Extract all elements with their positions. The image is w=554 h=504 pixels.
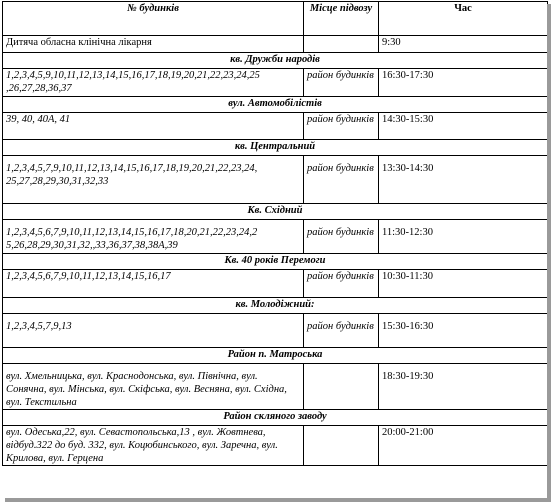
place-cell: район будинків <box>304 220 379 254</box>
place-cell <box>304 426 379 466</box>
houses-cell: 39, 40, 40А, 41 <box>3 113 304 140</box>
header-time: Час <box>379 2 548 36</box>
table-header-row <box>3 2 548 36</box>
section-title-row <box>3 348 548 364</box>
time-cell: 18:30-19:30 <box>379 364 548 410</box>
place-cell: район будинків <box>304 69 379 97</box>
place-cell <box>304 36 379 53</box>
time-cell: 11:30-12:30 <box>379 220 548 254</box>
section-title: Район п. Матроська <box>3 348 548 364</box>
time-cell: 14:30-15:30 <box>379 113 548 140</box>
section-title: кв. Центральний <box>3 140 548 156</box>
place-cell: район будинків <box>304 113 379 140</box>
table-row <box>3 156 548 204</box>
table-row <box>3 220 548 254</box>
header-houses: № будинків <box>3 2 304 36</box>
header-place: Місце підвозу <box>304 2 379 36</box>
schedule-table <box>2 1 548 466</box>
table-row <box>3 364 548 410</box>
table-row <box>3 314 548 348</box>
place-cell: район будинків <box>304 156 379 204</box>
time-cell: 15:30-16:30 <box>379 314 548 348</box>
table-row <box>3 113 548 140</box>
table-row <box>3 36 548 53</box>
place-cell: район будинків <box>304 270 379 298</box>
time-cell: 16:30-17:30 <box>379 69 548 97</box>
houses-cell: вул. Хмельницька, вул. Краснодонська, вул. Північна, вул. Сонячна, вул. Мінська, вул. Скіфська, вул. Весняна, вул. Східна, вул. Текстильна <box>3 364 304 410</box>
houses-cell: 1,2,3,4,5,9,10,11,12,13,14,15,16,17,18,19,20,21,22,23,24,25 ,26,27,28,36,37 <box>3 69 304 97</box>
time-cell: 20:00-21:00 <box>379 426 548 466</box>
page-shadow-bottom <box>5 498 551 502</box>
houses-cell: 1,2,3,4,5,7,9,10,11,12,13,14,15,16,17,18,19,20,21,22,23,24, 25,27,28,29,30,31,32,33 <box>3 156 304 204</box>
section-title-row <box>3 254 548 270</box>
section-title: Кв. Східний <box>3 204 548 220</box>
section-title-row <box>3 140 548 156</box>
houses-cell: Дитяча обласна клінічна лікарня <box>3 36 304 53</box>
time-cell: 13:30-14:30 <box>379 156 548 204</box>
table-row <box>3 69 548 97</box>
houses-cell: 1,2,3,4,5,7,9,13 <box>3 314 304 348</box>
houses-cell: 1,2,3,4,5,6,7,9,10,11,12,13,14,15,16,17,18,20,21,22,23,24,2 5,26,28,29,30,31,32,,33,36,37,38,38А,39 <box>3 220 304 254</box>
section-title: Район скляного заводу <box>3 410 548 426</box>
section-title-row <box>3 410 548 426</box>
page-shadow-right <box>547 4 551 501</box>
section-title-row <box>3 53 548 69</box>
section-title-row <box>3 97 548 113</box>
section-title: вул. Автомобілістів <box>3 97 548 113</box>
table-row <box>3 270 548 298</box>
section-title-row <box>3 204 548 220</box>
section-title-row <box>3 298 548 314</box>
section-title: кв. Молодіжний: <box>3 298 548 314</box>
table-row <box>3 426 548 466</box>
time-cell: 9:30 <box>379 36 548 53</box>
place-cell <box>304 364 379 410</box>
time-cell: 10:30-11:30 <box>379 270 548 298</box>
section-title: Кв. 40 років Перемоги <box>3 254 548 270</box>
houses-cell: вул. Одеська,22, вул. Севастопольська,13 , вул. Жовтнева, відбуд.322 до буд. 332, вул. Коцюбинського, вул. Заречна, вул. Крилова, вул. Герцена <box>3 426 304 466</box>
section-title: кв. Дружби народів <box>3 53 548 69</box>
place-cell: район будинків <box>304 314 379 348</box>
houses-cell: 1,2,3,4,5,6,7,9,10,11,12,13,14,15,16,17 <box>3 270 304 298</box>
